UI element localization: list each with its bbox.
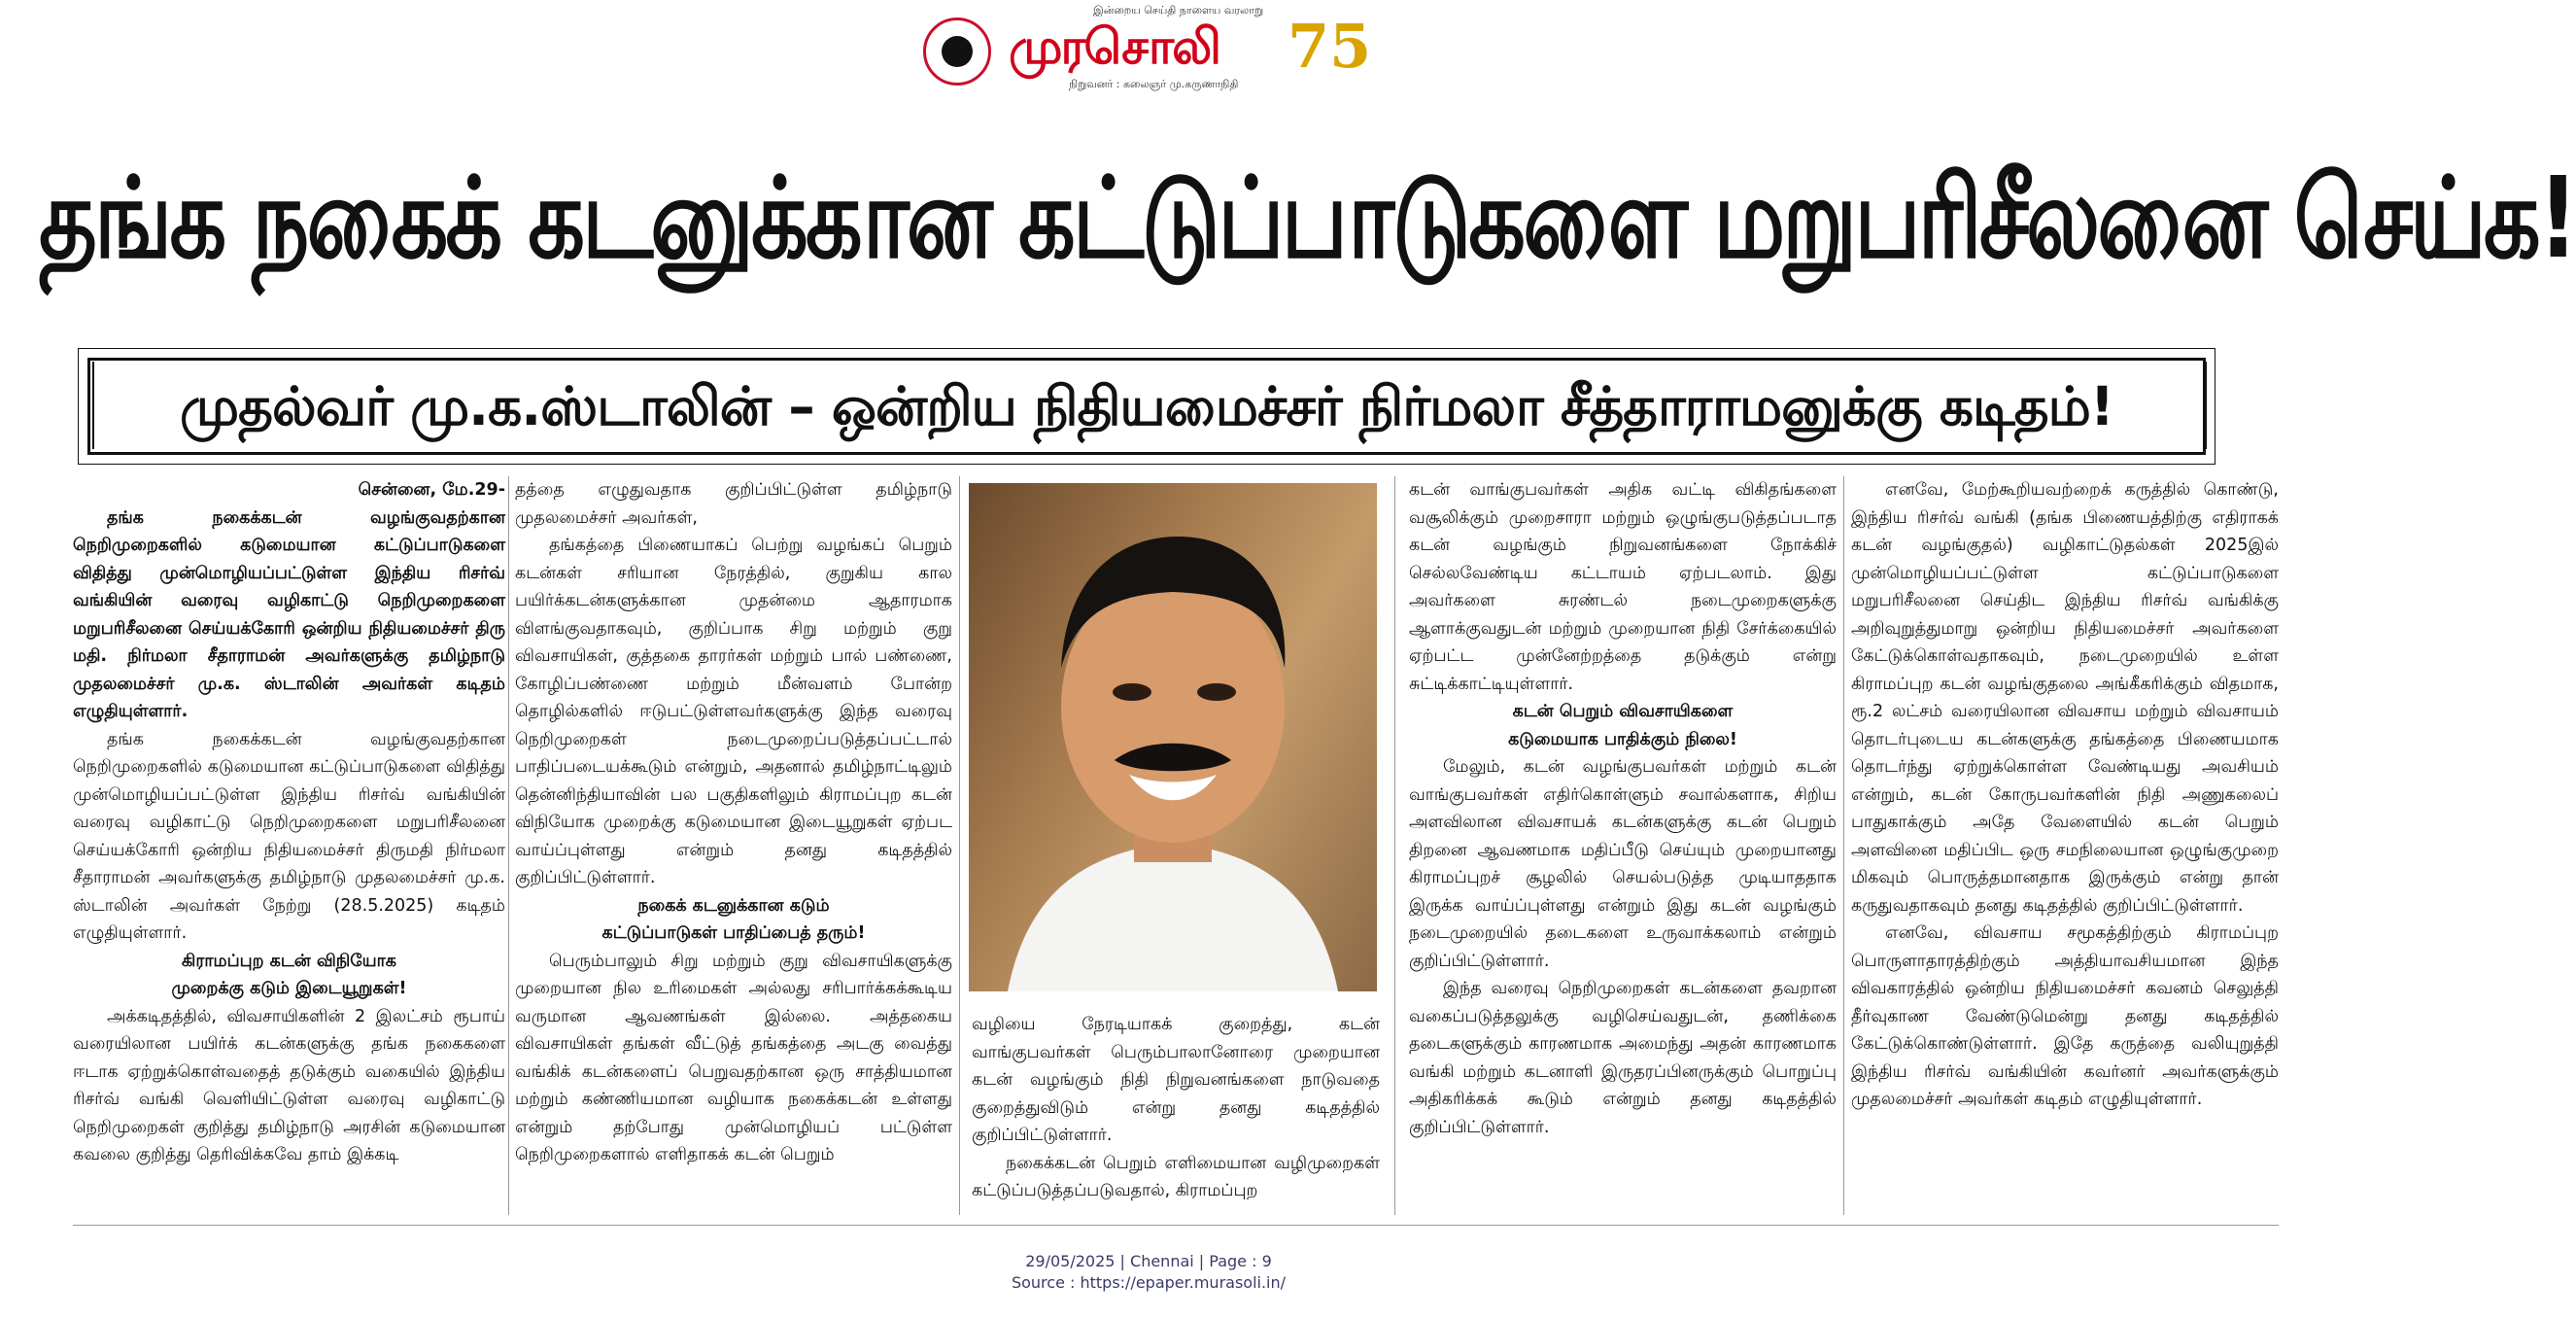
masthead-tagline: இன்றைய செய்தி நாளைய வரலாறு: [1093, 4, 1264, 17]
column-divider: [508, 476, 509, 1215]
subheading: முறைக்கு கடும் இடையூறுகள்!: [171, 979, 407, 998]
article-paragraph: தங்கத்தை பிணையாகப் பெற்று வழங்கப் பெறும் கடன்கள் சரியான நேரத்தில், குறுகிய கால பயிர்க்கடன்களுக்கான முதன்மை ஆதாரமாக விளங்குவதாகவும், குறிப்பாக சிறு மற்றும் குறு விவசாயிகள், குத்தகை தாரர்கள் மற்றும் பால் பண்ணை, கோழிப்பண்ணை மற்றும் மீன்வளம் போன்ற தொழில்களில் ஈடுபட்டுள்ளவர்களுக்கு இந்த வரைவு நெறிமுறைகள் நடைமுறைப்படுத்தப்பட்டால் பாதிப்படையக்கூடும் என்றும், அதனால் தமிழ்நாட்டிலும் தென்னிந்தியாவின் பல பகுதிகளிலும் கிராமப்புற கடன் விநியோக முறைக்கு கடுமையான இடையூறுகள் ஏற்பட வாய்ப்புள்ளது என்றும் தனது கடிதத்தில் குறிப்பிட்டுள்ளார்.: [515, 536, 952, 887]
article-paragraph: பெரும்பாலும் சிறு மற்றும் குறு விவசாயிகளுக்கு முறையான நில உரிமைகள் அல்லது சரிபார்க்கக்கூடிய வருமான ஆவணங்கள் இல்லை. அத்தகைய விவசாயிகள் தங்கள் வீட்டுத் தங்கத்தை அடகு வைத்து வங்கிக் கடன்களைப் பெறுவதற்கான ஒரு சாத்தியமான மற்றும் கண்ணியமான வழியாக நகைக்கடன் உள்ளது என்றும் தற்போது முன்மொழியப் பட்டுள்ள நெறிமுறைகளால் எளிதாகக் கடன் பெறும்: [515, 951, 952, 1164]
article-paragraph: மேலும், கடன் வழங்குபவர்கள் மற்றும் கடன் வாங்குபவர்கள் எதிர்கொள்ளும் சவால்களாக, சிறிய அளவிலான விவசாயக் கடன்களுக்கு கடன் பெறும் திறனை ஆவணமாக மதிப்பீடு செய்யும் முறையானது கிராமப்புறச் சூழலில் செயல்படுத்த முடியாததாக இருக்க வாய்ப்புள்ளது என்றும் இது கடன் வழங்கும் நடைமுறையில் தடைகளை உருவாக்கலாம் என்றும் குறிப்பிட்டுள்ளார்.: [1409, 757, 1837, 971]
article-bottom-rule: [73, 1225, 2279, 1226]
column-divider: [1394, 476, 1395, 1215]
dateline: சென்னை, மே.29-: [358, 480, 505, 500]
column-divider: [959, 476, 960, 1215]
masthead: [923, 0, 1380, 105]
chief-minister-photo: [969, 483, 1377, 991]
article-column-4: [1409, 476, 1837, 1141]
subheading: கிராமப்புற கடன் விநியோக: [181, 951, 396, 971]
article-paragraph: இந்த வரைவு நெறிமுறைகள் கடன்களை தவறான வகைப்படுத்தலுக்கு வழிசெய்வதுடன், தணிக்கை தடைகளுக்கும் காரணமாக அமைந்து அதன் காரணமாக வங்கி மற்றும் கடனாளி இருதரப்பினருக்கும் பொறுப்பு அதிகரிக்கக் கூடும் என்றும் தனது கடிதத்தில் குறிப்பிட்டுள்ளார்.: [1409, 979, 1837, 1137]
masthead-founder-line: நிறுவனர் : கலைஞர் மு.கருணாநிதி: [1069, 78, 1239, 90]
article-column-5: [1851, 476, 2279, 1114]
page-info: 29/05/2025 | Chennai | Page : 9: [1025, 1252, 1272, 1270]
subheadline: முதல்வர் மு.க.ஸ்டாலின் – ஒன்றிய நிதியமைச்சர் நிர்மலா சீத்தாராமனுக்கு கடிதம்!: [180, 375, 2113, 437]
article-column-1: [73, 476, 505, 1169]
article-paragraph: எனவே, மேற்கூறியவற்றைக் கருத்தில் கொண்டு, இந்திய ரிசர்வ் வங்கி (தங்க பிணையத்திற்கு எதிராகக் கடன் வழங்குதல்) வழிகாட்டுதல்கள் 2025இல் முன்மொழியப்பட்டுள்ள கட்டுப்பாடுகளை மறுபரிசீலனை செய்திட இந்திய ரிசர்வ் வங்கிக்கு அறிவுறுத்துமாறு ஒன்றிய நிதியமைச்சர் அவர்களை கேட்டுக்கொள்வதாகவும், நடைமுறையில் உள்ள கிராமப்புற கடன் வழங்குதலை அங்கீகரிக்கும் விதமாக, ரூ.2 லட்சம் வரையிலான விவசாய மற்றும் விவசாயம் தொடர்புடைய கடன்களுக்கு தங்கத்தை பிணையமாக தொடர்ந்து ஏற்றுக்கொள்ள வேண்டியது அவசியம் என்றும், கடன் கோருபவர்களின் நிதி அணுகலைப் பாதுகாக்கும் அதே வேளையில் கடன் பெறும் அளவினை மதிப்பிட ஒரு சமநிலையான ஒழுங்குமுறை மிகவும் பொருத்தமானதாக இருக்கும் என்று தான் கருதுவதாகவும் தனது கடிதத்தில் குறிப்பிட்டுள்ளார்.: [1851, 480, 2279, 916]
subheading: கடுமையாக பாதிக்கும் நிலை!: [1508, 729, 1737, 749]
subheading: கடன் பெறும் விவசாயிகளை: [1512, 702, 1734, 721]
main-headline: தங்க நகைக் கடனுக்கான கட்டுப்பாடுகளை மறுபரிசீலனை செய்க!: [39, 153, 2576, 284]
newspaper-logo: முரசொலி: [1009, 18, 1219, 75]
portrait-illustration: [969, 483, 1377, 991]
article-paragraph: கடன் வாங்குபவர்கள் அதிக வட்டி விகிதங்களை வசூலிக்கும் முறைசாரா மற்றும் ஒழுங்குபடுத்தப்படாத கடன் வழங்கும் நிறுவனங்களை நோக்கிச் செல்லவேண்டிய கட்டாயம் ஏற்படலாம். இது அவர்களை சுரண்டல் நடைமுறைகளுக்கு ஆளாக்குவதுடன் மற்றும் முறையான நிதி சேர்க்கையில் ஏற்பட்ட முன்னேற்றத்தை தடுக்கும் என்று சுட்டிக்காட்டியுள்ளார்.: [1409, 480, 1837, 694]
article-paragraph: நகைக்கடன் பெறும் எளிமையான வழிமுறைகள் கட்டுப்படுத்தப்படுவதால், கிராமப்புற: [972, 1153, 1380, 1200]
article-column-3: [972, 1011, 1380, 1205]
source-link[interactable]: Source : https://epaper.murasoli.in/: [1011, 1273, 1287, 1292]
column-divider: [1843, 476, 1844, 1215]
subheading: நகைக் கடனுக்கான கடும்: [637, 895, 830, 916]
party-emblem-icon: [923, 17, 991, 86]
article-paragraph: எனவே, விவசாய சமூகத்திற்கும் கிராமப்புற பொருளாதாரத்திற்கும் அத்தியாவசியமான இந்த விவகாரத்தில் ஒன்றிய நிதியமைச்சர் கவனம் செலுத்தி தீர்வுகாண வேண்டுமென்று தனது கடிதத்தில் கேட்டுக்கொண்டுள்ளார். இதே கருத்தை வலியுறுத்தி இந்திய ரிசர்வ் வங்கியின் கவர்னர் அவர்களுக்கும் முதலமைச்சர் அவர்கள் கடிதம் எழுதியுள்ளார்.: [1851, 923, 2279, 1109]
anniversary-badge: 75: [1288, 11, 1372, 82]
article-column-2: [515, 476, 952, 1169]
article-paragraph: தத்தை எழுதுவதாக குறிப்பிட்டுள்ள தமிழ்நாடு முதலமைச்சர் அவர்கள்,: [515, 480, 952, 528]
subheading: கட்டுப்பாடுகள் பாதிப்பைத் தரும்!: [601, 923, 866, 943]
article-paragraph: தங்க நகைக்கடன் வழங்குவதற்கான நெறிமுறைகளில் கடுமையான கட்டுப்பாடுகளை விதித்து முன்மொழியப்பட்டுள்ள இந்திய ரிசர்வ் வங்கியின் வரைவு வழிகாட்டு நெறிமுறைகளை மறுபரிசீலனை செய்யக்கோரி ஒன்றிய நிதியமைச்சர் திருமதி நிர்மலா சீதாராமன் அவர்களுக்கு தமிழ்நாடு முதலமைச்சர் மு.க. ஸ்டாலின் அவர்கள் நேற்று (28.5.2025) கடிதம் எழுதியுள்ளார்.: [73, 729, 505, 943]
article-paragraph: வழியை நேரடியாகக் குறைத்து, கடன் வாங்குபவர்கள் பெரும்பாலானோரை முறையான கடன் வழங்கும் நிதி நிறுவனங்களை நாடுவதை குறைத்துவிடும் என்று தனது கடிதத்தில் குறிப்பிட்டுள்ளார்.: [972, 1015, 1380, 1145]
article-paragraph: அக்கடிதத்தில், விவசாயிகளின் 2 இலட்சம் ரூபாய் வரையிலான பயிர்க் கடன்களுக்கு தங்க நகைகளை ஈடாக ஏற்றுக்கொள்வதைத் தடுக்கும் வகையில் இந்திய ரிசர்வ் வங்கி வெளியிட்டுள்ள வரைவு வழிகாட்டு நெறிமுறைகள் குறித்து தமிழ்நாடு அரசின் கடுமையான கவலை குறித்து தெரிவிக்கவே தாம் இக்கடி: [73, 1006, 505, 1164]
article-lead: தங்க நகைக்கடன் வழங்குவதற்கான நெறிமுறைகளில் கடுமையான கட்டுப்பாடுகளை விதித்து முன்மொழியப்பட்டுள்ள இந்திய ரிசர்வ் வங்கியின் வரைவு வழிகாட்டு நெறிமுறைகளை மறுபரிசீலனை செய்யக்கோரி ஒன்றிய நிதியமைச்சர் திரு மதி. நிர்மலா சீதாராமன் அவர்களுக்கு தமிழ்நாடு முதலமைச்சர் மு.க. ஸ்டாலின் அவர்கள் கடிதம் எழுதியுள்ளார்.: [73, 507, 505, 721]
